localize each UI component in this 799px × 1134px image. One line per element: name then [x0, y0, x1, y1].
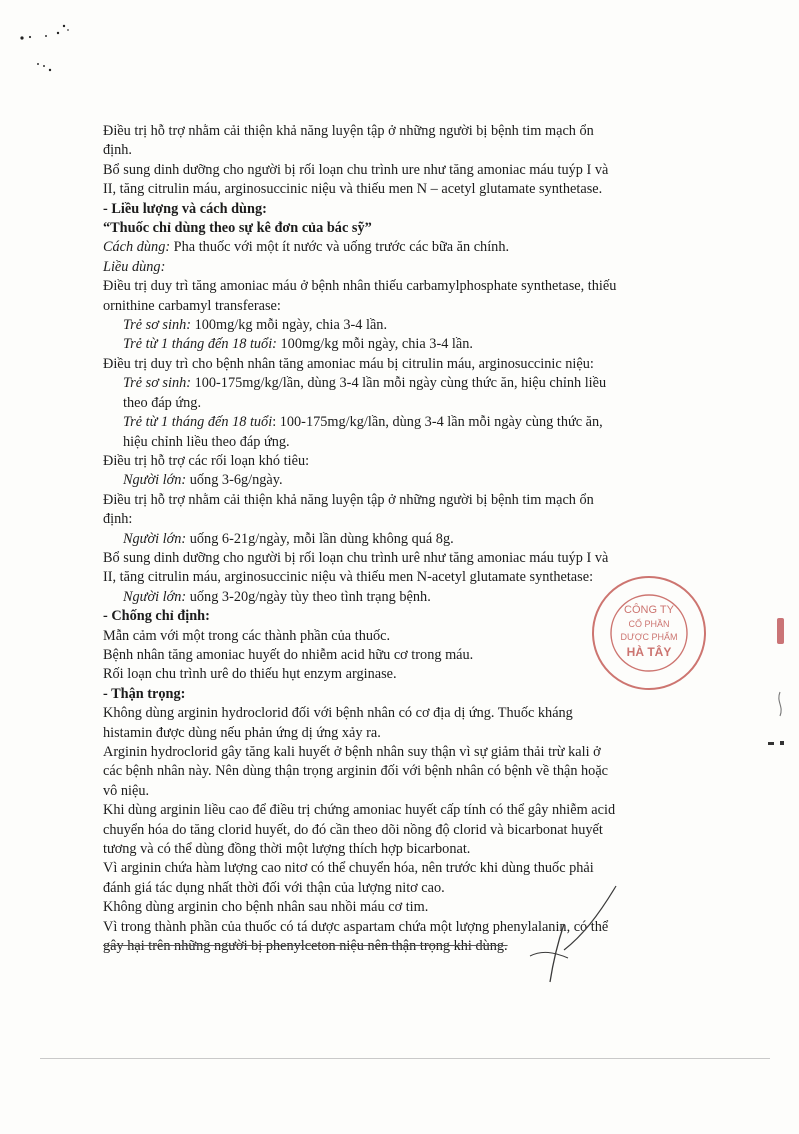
line-15: theo đáp ứng.: [123, 394, 202, 411]
line-12: Trẻ từ 1 tháng đến 18 tuổi: 100mg/kg mỗi ngày, chia 3-4 lần.: [123, 336, 473, 353]
bottom-rule: [40, 1058, 770, 1059]
line-23: Bổ sung dinh dưỡng cho người bị rối loạn chu trình urê như tăng amoniac máu tuýp I và: [103, 549, 609, 566]
scan-specks: [0, 0, 90, 90]
line-42: Vì trong thành phần của thuốc có tá dược aspartam chứa một lượng phenylalanin, có thể: [103, 918, 609, 935]
line-32: histamin được dùng nếu phản ứng dị ứng xảy ra.: [103, 724, 381, 741]
section-heading-dosage: - Liều lượng và cách dùng:: [103, 200, 267, 217]
usage-line: Cách dùng: Pha thuốc với một ít nước và uống trước các bữa ăn chính.: [103, 239, 510, 256]
line-9: Điều trị duy trì tăng amoniac máu ở bệnh nhân thiếu carbamylphosphate synthetase, thiếu: [103, 278, 617, 295]
prescription-notice: “Thuốc chỉ dùng theo sự kê đơn của bác sỹ”: [103, 220, 372, 237]
line-37: chuyển hóa do tăng clorid huyết, do đó cần theo dõi nồng độ clorid và bicarbonat huyết: [103, 821, 603, 838]
line-18: Điều trị hỗ trợ các rối loạn khó tiêu:: [103, 452, 310, 469]
dosage-label: Liều dùng:: [103, 258, 166, 275]
line-1: Điều trị hỗ trợ nhằm cải thiện khả năng luyện tập ở những người bị bệnh tim mạch ổn: [103, 123, 594, 139]
line-29: Rối loạn chu trình urê do thiếu hụt enzym arginase.: [103, 666, 397, 683]
line-20: Điều trị hỗ trợ nhằm cải thiện khả năng luyện tập ở những người bị bệnh tim mạch ổn: [103, 491, 594, 508]
line-33: Arginin hydroclorid gây tăng kali huyết ở bệnh nhân suy thận vì sự giảm thải trừ kali ở: [103, 744, 601, 760]
line-25: Người lớn: uống 3-20g/ngày tùy theo tình trạng bệnh.: [123, 588, 431, 605]
line-41: Không dùng arginin cho bệnh nhân sau nhồi máu cơ tim.: [103, 899, 429, 916]
line-34: các bệnh nhân này. Nên dùng thận trọng arginin đối với bệnh nhân có bệnh về thận hoặc: [103, 763, 609, 780]
line-24: II, tăng citrulin máu, arginosuccinic niệu và thiếu men N-acetyl glutamate synthetase:: [103, 569, 594, 586]
section-heading-precautions: - Thận trọng:: [103, 685, 186, 702]
margin-marks: [756, 600, 796, 760]
line-22: Người lớn: uống 6-21g/ngày, mỗi lần dùng không quá 8g.: [123, 530, 454, 547]
stamp-line-2: CỔ PHẦN: [628, 619, 670, 629]
line-21: định:: [103, 511, 133, 528]
line-10: ornithine carbamyl transferase:: [103, 297, 281, 314]
section-heading-contraindications: - Chống chỉ định:: [103, 608, 210, 625]
line-35: vô niệu.: [103, 782, 150, 799]
company-stamp: [590, 574, 708, 692]
line-11: Trẻ sơ sinh: 100mg/kg mỗi ngày, chia 3-4 lần.: [123, 317, 388, 334]
signature-mark: [520, 870, 630, 990]
line-43: gây hại trên những người bị phenylceton niệu nên thận trọng khi dùng.: [103, 938, 508, 955]
line-3: Bổ sung dinh dưỡng cho người bị rối loạn chu trình ure như tăng amoniac máu tuýp I và: [103, 161, 609, 178]
line-19: Người lớn: uống 3-6g/ngày.: [123, 472, 283, 489]
line-14: Trẻ sơ sinh: 100-175mg/kg/lần, dùng 3-4 lần mỗi ngày cùng thức ăn, hiệu chỉnh liều: [123, 375, 607, 392]
document-body: [103, 122, 703, 956]
line-36: Khi dùng arginin liều cao để điều trị chứng amoniac huyết cấp tính có thể gây nhiễm acid: [103, 802, 616, 819]
line-13: Điều trị duy trì cho bệnh nhân tăng amoniac máu bị citrulin máu, arginosuccinic niệu:: [103, 355, 594, 372]
line-39: Vì arginin chứa hàm lượng cao nitơ có thể chuyển hóa, nên trước khi dùng thuốc phải: [103, 860, 594, 877]
line-31: Không dùng arginin hydroclorid đối với bệnh nhân có cơ địa dị ứng. Thuốc kháng: [103, 705, 573, 722]
line-17: hiệu chỉnh liều theo đáp ứng.: [123, 433, 290, 450]
stamp-line-3: DƯỢC PHẨM: [620, 632, 678, 642]
line-27: Mẫn cảm với một trong các thành phần của thuốc.: [103, 627, 391, 644]
line-40: đánh giá tác dụng nhất thời đối với thận của lượng nitơ cao.: [103, 879, 445, 896]
stamp-line-1: CÔNG TY: [624, 604, 674, 616]
line-2: định.: [103, 142, 132, 159]
line-38: tương và có thể dùng đồng thời một lượng thích hợp bicarbonat.: [103, 841, 471, 858]
line-4: II, tăng citrulin máu, arginosuccinic niệu và thiếu men N – acetyl glutamate synthetase.: [103, 181, 603, 198]
line-16: Trẻ từ 1 tháng đến 18 tuổi: 100-175mg/kg/lần, dùng 3-4 lần mỗi ngày cùng thức ăn,: [123, 414, 603, 431]
stamp-line-4: HÀ TÂY: [626, 645, 672, 659]
line-28: Bệnh nhân tăng amoniac huyết do nhiễm acid hữu cơ trong máu.: [103, 646, 474, 663]
